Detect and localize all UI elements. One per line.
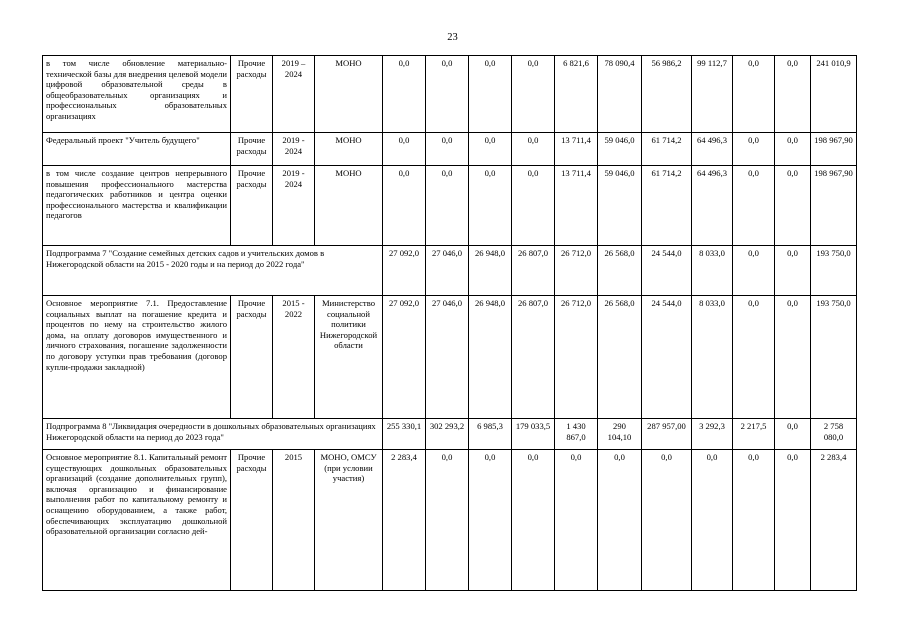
funding-value: 302 293,2 xyxy=(426,419,469,450)
funding-value: 0,0 xyxy=(733,450,775,591)
funding-value: 26 712,0 xyxy=(555,296,598,419)
funding-value: 26 568,0 xyxy=(598,246,642,296)
funding-value: 0,0 xyxy=(512,450,555,591)
activity-row xyxy=(43,56,857,133)
expense-type: Прочие расходы xyxy=(231,450,273,591)
funding-value: 0,0 xyxy=(512,166,555,246)
funding-value: 179 033,5 xyxy=(512,419,555,450)
activity-description: в том числе создание центров непрерывного повышения профессионального мастерства педагогических работников и центра оценки профессионального мастерства и квалификации педагогов xyxy=(43,166,231,246)
funding-value: 0,0 xyxy=(692,450,733,591)
responsible-executor: МОНО xyxy=(315,133,383,166)
implementation-period: 2019 – 2024 xyxy=(273,56,315,133)
funding-value: 0,0 xyxy=(598,450,642,591)
funding-value: 0,0 xyxy=(733,133,775,166)
funding-value: 2 283,4 xyxy=(811,450,857,591)
funding-value: 78 090,4 xyxy=(598,56,642,133)
activity-row xyxy=(43,166,857,246)
activity-description: Федеральный проект "Учитель будущего" xyxy=(43,133,231,166)
funding-value: 0,0 xyxy=(426,133,469,166)
funding-value: 198 967,90 xyxy=(811,133,857,166)
funding-value: 56 986,2 xyxy=(642,56,692,133)
activity-row xyxy=(43,296,857,419)
funding-value: 198 967,90 xyxy=(811,166,857,246)
funding-value: 13 711,4 xyxy=(555,166,598,246)
funding-value: 59 046,0 xyxy=(598,133,642,166)
funding-value: 0,0 xyxy=(775,133,811,166)
funding-value: 0,0 xyxy=(733,246,775,296)
activity-row xyxy=(43,450,857,591)
funding-value: 0,0 xyxy=(775,296,811,419)
funding-value: 26 712,0 xyxy=(555,246,598,296)
funding-value: 0,0 xyxy=(469,450,512,591)
responsible-executor: МОНО xyxy=(315,166,383,246)
funding-value: 0,0 xyxy=(733,56,775,133)
funding-value: 99 112,7 xyxy=(692,56,733,133)
funding-value: 13 711,4 xyxy=(555,133,598,166)
funding-value: 26 807,0 xyxy=(512,246,555,296)
funding-value: 27 092,0 xyxy=(383,246,426,296)
funding-value: 8 033,0 xyxy=(692,246,733,296)
funding-value: 0,0 xyxy=(469,133,512,166)
funding-value: 0,0 xyxy=(775,246,811,296)
responsible-executor: МОНО, ОМСУ (при условии участия) xyxy=(315,450,383,591)
funding-value: 0,0 xyxy=(383,133,426,166)
funding-value: 0,0 xyxy=(733,166,775,246)
funding-value: 2 758 080,0 xyxy=(811,419,857,450)
funding-value: 24 544,0 xyxy=(642,296,692,419)
subprogram-row xyxy=(43,419,857,450)
funding-value: 27 046,0 xyxy=(426,246,469,296)
funding-value: 64 496,3 xyxy=(692,133,733,166)
funding-value: 24 544,0 xyxy=(642,246,692,296)
implementation-period: 2015 xyxy=(273,450,315,591)
page-number: 23 xyxy=(447,32,458,43)
funding-value: 0,0 xyxy=(775,419,811,450)
funding-value: 2 217,5 xyxy=(733,419,775,450)
funding-value: 0,0 xyxy=(775,166,811,246)
funding-value: 0,0 xyxy=(469,56,512,133)
activity-description: в том числе обновление материально-технической базы для внедрения целевой модели цифровой образовательной среды в общеобразовательных организациях и профессиональных образовательных организациях xyxy=(43,56,231,133)
funding-value: 6 985,3 xyxy=(469,419,512,450)
subprogram-title: Подпрограмма 7 "Создание семейных детских садов и учительских домов в Нижегородской области на 2015 - 2020 годы и на период до 2022 года" xyxy=(43,246,383,296)
funding-value: 0,0 xyxy=(642,450,692,591)
funding-value: 59 046,0 xyxy=(598,166,642,246)
funding-value: 27 092,0 xyxy=(383,296,426,419)
funding-value: 0,0 xyxy=(733,296,775,419)
funding-value: 3 292,3 xyxy=(692,419,733,450)
responsible-executor: МОНО xyxy=(315,56,383,133)
funding-value: 0,0 xyxy=(383,56,426,133)
implementation-period: 2015 - 2022 xyxy=(273,296,315,419)
subprogram-row xyxy=(43,246,857,296)
funding-value: 0,0 xyxy=(512,56,555,133)
implementation-period: 2019 - 2024 xyxy=(273,166,315,246)
activity-description: Основное мероприятие 7.1. Предоставление социальных выплат на погашение кредита и процентов по нему на строительство жилого дома, на оплату договоров имущественного и личного страхования, погашение задолженности по договору уступки прав требования (договор купли-продажи закладной) xyxy=(43,296,231,419)
expense-type: Прочие расходы xyxy=(231,133,273,166)
expense-type: Прочие расходы xyxy=(231,56,273,133)
implementation-period: 2019 - 2024 xyxy=(273,133,315,166)
funding-value: 0,0 xyxy=(775,56,811,133)
subprogram-title: Подпрограмма 8 "Ликвидация очередности в дошкольных образовательных организациях Нижегородской области на период до 2023 года" xyxy=(43,419,383,450)
activity-row xyxy=(43,133,857,166)
funding-value: 26 948,0 xyxy=(469,296,512,419)
funding-value: 0,0 xyxy=(775,450,811,591)
funding-value: 8 033,0 xyxy=(692,296,733,419)
expense-type: Прочие расходы xyxy=(231,166,273,246)
funding-value: 26 948,0 xyxy=(469,246,512,296)
funding-value: 0,0 xyxy=(555,450,598,591)
funding-value: 26 568,0 xyxy=(598,296,642,419)
funding-value: 290 104,10 xyxy=(598,419,642,450)
funding-value: 64 496,3 xyxy=(692,166,733,246)
funding-value: 2 283,4 xyxy=(383,450,426,591)
program-funding-table xyxy=(42,55,857,591)
expense-type: Прочие расходы xyxy=(231,296,273,419)
funding-value: 0,0 xyxy=(426,166,469,246)
funding-value: 255 330,1 xyxy=(383,419,426,450)
funding-value: 0,0 xyxy=(426,450,469,591)
responsible-executor: Министерство социальной политики Нижегородской области xyxy=(315,296,383,419)
funding-value: 241 010,9 xyxy=(811,56,857,133)
funding-value: 193 750,0 xyxy=(811,296,857,419)
funding-value: 6 821,6 xyxy=(555,56,598,133)
funding-value: 61 714,2 xyxy=(642,133,692,166)
funding-value: 27 046,0 xyxy=(426,296,469,419)
funding-value: 1 430 867,0 xyxy=(555,419,598,450)
activity-description: Основное мероприятие 8.1. Капитальный ремонт существующих дошкольных образовательных организаций (создание дополнительных групп), включая организацию и финансирование выполнения работ по капитальному ремонту и оснащению оборудованием, а также работ, обеспечивающих эксплуатацию дошкольной образовательной организации согласно дей- xyxy=(43,450,231,591)
funding-value: 0,0 xyxy=(383,166,426,246)
funding-value: 0,0 xyxy=(512,133,555,166)
funding-value: 0,0 xyxy=(426,56,469,133)
funding-value: 0,0 xyxy=(469,166,512,246)
funding-value: 193 750,0 xyxy=(811,246,857,296)
funding-value: 26 807,0 xyxy=(512,296,555,419)
funding-value: 61 714,2 xyxy=(642,166,692,246)
funding-value: 287 957,00 xyxy=(642,419,692,450)
